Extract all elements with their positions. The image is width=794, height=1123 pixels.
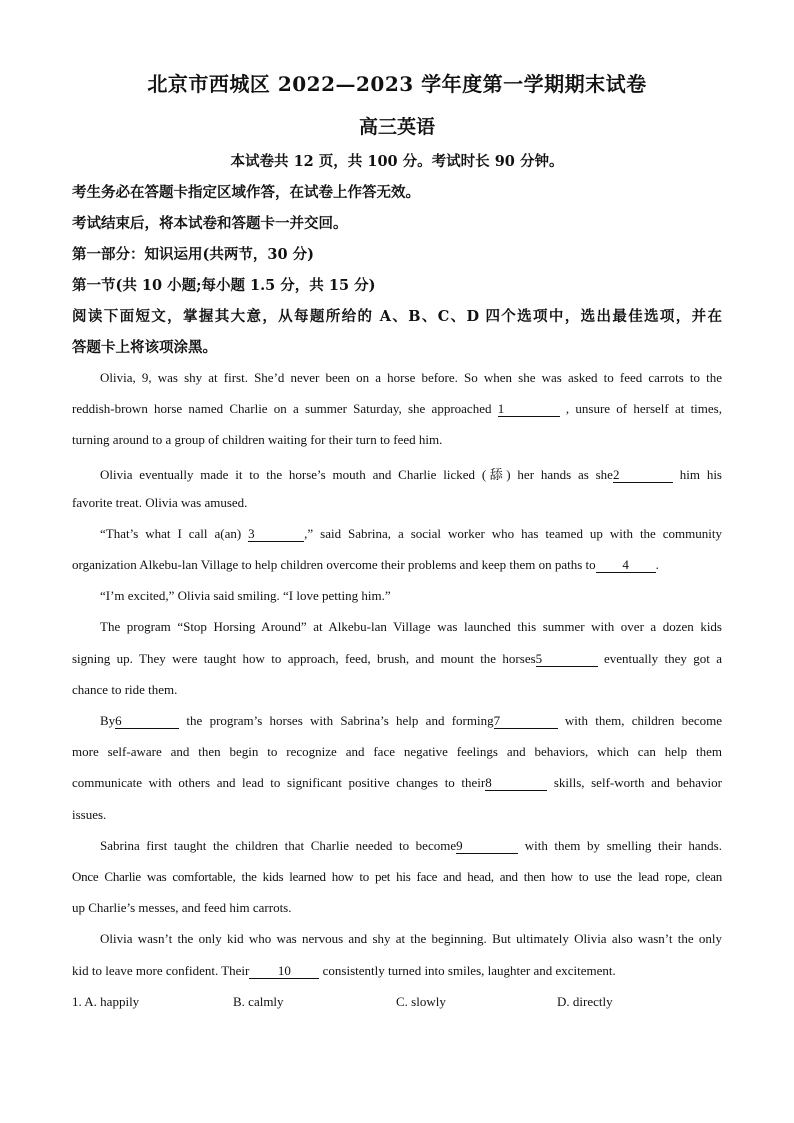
passage-text: , unsure of herself at times,: [559, 401, 722, 416]
passage-text: “That’s what I call a(an): [100, 526, 249, 541]
blank-9: 9: [456, 839, 518, 854]
passage-text: By: [100, 713, 116, 728]
instruction-line-2: 考试结束后，将本试卷和答题卡一并交回。: [72, 215, 348, 232]
passage-text: .: [655, 557, 659, 572]
option-c[interactable]: C. slowly: [396, 994, 446, 1009]
exam-info: 本试卷共 12 页，共 100 分。考试时长 90 分钟。: [230, 153, 564, 170]
blank-7: 7: [494, 714, 558, 729]
blank-1: 1: [498, 402, 560, 417]
passage-line: Olivia wasn’t the only kid who was nervous and shy at the beginning. But ultimately Olivia also wasn’t the only: [100, 931, 722, 946]
directions-line-1: 阅读下面短文，掌握其大意，从每题所给的 A、B、C、D 四个选项中，选出最佳选项，并在: [72, 308, 722, 325]
exam-subject: 高三英语: [358, 116, 435, 138]
passage-text: the program’s horses with Sabrina’s help and forming: [179, 713, 494, 728]
passage-line: issues.: [72, 807, 107, 822]
passage-text: reddish-brown horse named Charlie on a summer Saturday, she approached: [72, 401, 498, 416]
passage-text: with them by smelling their hands.: [518, 838, 722, 853]
passage-line: [72, 963, 616, 979]
passage-line: [72, 557, 659, 573]
question-1: [72, 994, 139, 1010]
passage-text: organization Alkebu-lan Village to help children overcome their problems and keep them on paths to: [72, 557, 596, 572]
passage-line: Once Charlie was comfortable, the kids learned how to pet his face and head, and then how to use the lead rope, clean: [72, 869, 722, 884]
passage-line: The program “Stop Horsing Around” at Alkebu-lan Village was launched this summer with over a dozen kids: [100, 619, 722, 634]
passage-text: him his: [672, 467, 722, 482]
passage-text: ,” said Sabrina, a social worker who has teamed up with the community: [304, 526, 723, 541]
passage-line: [72, 651, 722, 667]
passage-line: “I’m excited,” Olivia said smiling. “I love petting him.”: [100, 588, 391, 603]
passage-text: consistently turned into smiles, laughter and excitement.: [319, 963, 616, 978]
passage-text: communicate with others and lead to significant positive changes to their: [72, 775, 486, 790]
blank-2: 2: [613, 468, 673, 483]
passage-text: with them, children become: [557, 713, 723, 728]
passage-text: Olivia eventually made it to the horse’s mouth and Charlie licked (舔) her hands as she: [100, 467, 613, 482]
directions-line-2: 答题卡上将该项涂黑。: [72, 339, 217, 356]
passage-text: Sabrina first taught the children that Charlie needed to become: [100, 838, 457, 853]
blank-10: 10: [249, 964, 319, 979]
passage-text: signing up. They were taught how to approach, feed, brush, and mount the horses: [72, 651, 536, 666]
option-b[interactable]: B. calmly: [233, 994, 284, 1009]
blank-6: 6: [115, 714, 179, 729]
passage-text: kid to leave more confident. Their: [72, 963, 250, 978]
passage-line: [72, 401, 722, 417]
passage-line: favorite treat. Olivia was amused.: [72, 495, 248, 510]
instruction-line-1: 考生务必在答题卡指定区域作答，在试卷上作答无效。: [72, 184, 420, 201]
blank-5: 5: [536, 652, 598, 667]
blank-4: 4: [596, 558, 656, 573]
passage-line: more self-aware and then begin to recognize and face negative feelings and behaviors, which can help them: [72, 744, 722, 759]
passage-line: [100, 713, 722, 729]
passage-line: up Charlie’s messes, and feed him carrots.: [72, 900, 292, 915]
passage-line: [100, 526, 722, 542]
part-heading: 第一部分：知识运用(共两节，30 分): [72, 246, 314, 263]
passage-line: turning around to a group of children waiting for their turn to feed him.: [72, 432, 443, 447]
exam-title: 北京市西城区 2022—2023 学年度第一学期期末试卷: [147, 72, 647, 96]
section-heading: 第一节(共 10 小题;每小题 1.5 分，共 15 分): [72, 277, 376, 294]
option-d[interactable]: D. directly: [557, 994, 613, 1009]
passage-text: skills, self-worth and behavior: [547, 775, 722, 790]
passage-line: [72, 775, 722, 791]
question-number: 1.: [72, 994, 82, 1009]
passage-line: Olivia, 9, was shy at first. She’d never been on a horse before. So when she was asked to feed carrots to the: [100, 370, 722, 385]
blank-8: 8: [485, 776, 547, 791]
passage-line: chance to ride them.: [72, 682, 178, 697]
option-a[interactable]: A. happily: [84, 994, 140, 1009]
blank-3: 3: [248, 527, 304, 542]
passage-line: [100, 464, 722, 483]
passage-text: eventually they got a: [597, 651, 722, 666]
passage-line: [100, 838, 722, 854]
